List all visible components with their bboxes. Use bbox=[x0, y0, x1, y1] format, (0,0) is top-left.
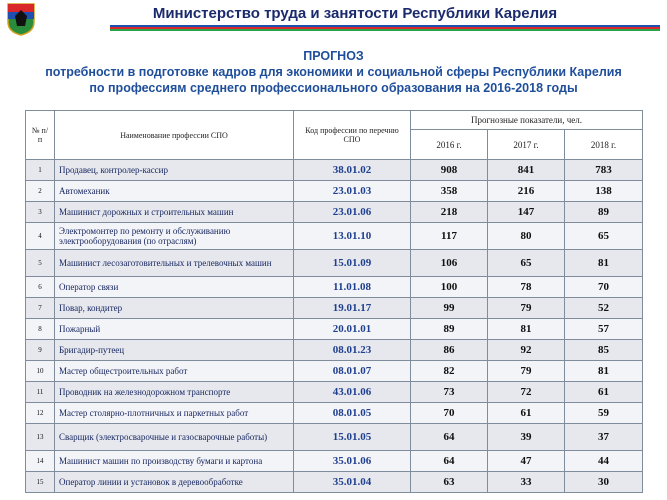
profession-name: Электромонтер по ремонту и обслуживанию электрооборудования (по отраслям) bbox=[55, 223, 294, 250]
value-2017: 65 bbox=[488, 250, 565, 277]
profession-code: 23.01.03 bbox=[294, 181, 411, 202]
profession-code: 08.01.23 bbox=[294, 340, 411, 361]
table-row bbox=[26, 250, 643, 277]
profession-code: 15.01.05 bbox=[294, 424, 411, 451]
value-2018: 61 bbox=[565, 382, 643, 403]
ministry-title: Министерство труда и занятости Республики Карелия bbox=[152, 5, 558, 22]
profession-code: 20.01.01 bbox=[294, 319, 411, 340]
row-number: 4 bbox=[26, 223, 55, 250]
value-2016: 106 bbox=[411, 250, 488, 277]
row-number: 10 bbox=[26, 361, 55, 382]
row-number: 11 bbox=[26, 382, 55, 403]
value-2016: 99 bbox=[411, 298, 488, 319]
row-number: 7 bbox=[26, 298, 55, 319]
value-2018: 30 bbox=[565, 472, 643, 493]
profession-name: Мастер столярно-плотничных и паркетных работ bbox=[55, 403, 294, 424]
karelia-coat-of-arms-icon bbox=[6, 2, 36, 36]
table-row bbox=[26, 223, 643, 250]
table-row bbox=[26, 403, 643, 424]
value-2017: 80 bbox=[488, 223, 565, 250]
row-number: 15 bbox=[26, 472, 55, 493]
header-year-2018: 2018 г. bbox=[565, 130, 643, 160]
profession-name: Автомеханик bbox=[55, 181, 294, 202]
row-number: 6 bbox=[26, 277, 55, 298]
table-row bbox=[26, 298, 643, 319]
profession-code: 15.01.09 bbox=[294, 250, 411, 277]
row-number: 5 bbox=[26, 250, 55, 277]
profession-code: 23.01.06 bbox=[294, 202, 411, 223]
value-2018: 65 bbox=[565, 223, 643, 250]
value-2017: 39 bbox=[488, 424, 565, 451]
profession-name: Машинист лесозаготовительных и трелевочных машин bbox=[55, 250, 294, 277]
value-2016: 73 bbox=[411, 382, 488, 403]
title-line-2: потребности в подготовке кадров для экономики и социальной сферы Республики Карелия bbox=[45, 65, 622, 79]
title-line-3: по профессиям среднего профессионального образования на 2016-2018 годы bbox=[89, 81, 578, 95]
header-profession-name: Наименование профессии СПО bbox=[55, 111, 294, 160]
profession-name: Машинист дорожных и строительных машин bbox=[55, 202, 294, 223]
value-2016: 63 bbox=[411, 472, 488, 493]
table-row bbox=[26, 451, 643, 472]
profession-name: Оператор линии и установок в деревообработке bbox=[55, 472, 294, 493]
profession-code: 13.01.10 bbox=[294, 223, 411, 250]
value-2018: 89 bbox=[565, 202, 643, 223]
row-number: 2 bbox=[26, 181, 55, 202]
value-2016: 64 bbox=[411, 451, 488, 472]
value-2017: 72 bbox=[488, 382, 565, 403]
row-number: 3 bbox=[26, 202, 55, 223]
row-number: 1 bbox=[26, 160, 55, 181]
value-2018: 52 bbox=[565, 298, 643, 319]
table-row bbox=[26, 181, 643, 202]
profession-code: 08.01.07 bbox=[294, 361, 411, 382]
profession-name: Мастер общестроительных работ bbox=[55, 361, 294, 382]
value-2017: 92 bbox=[488, 340, 565, 361]
value-2018: 70 bbox=[565, 277, 643, 298]
value-2016: 218 bbox=[411, 202, 488, 223]
profession-code: 35.01.04 bbox=[294, 472, 411, 493]
value-2017: 147 bbox=[488, 202, 565, 223]
header-bar bbox=[0, 0, 667, 38]
header-year-2016: 2016 г. bbox=[411, 130, 488, 160]
value-2018: 59 bbox=[565, 403, 643, 424]
profession-name: Машинист машин по производству бумаги и картона bbox=[55, 451, 294, 472]
value-2018: 57 bbox=[565, 319, 643, 340]
header-num: № п/п bbox=[26, 111, 55, 160]
row-number: 12 bbox=[26, 403, 55, 424]
row-number: 9 bbox=[26, 340, 55, 361]
row-number: 14 bbox=[26, 451, 55, 472]
value-2016: 64 bbox=[411, 424, 488, 451]
header-tricolor-divider bbox=[110, 25, 660, 31]
table-row bbox=[26, 361, 643, 382]
value-2018: 783 bbox=[565, 160, 643, 181]
value-2018: 85 bbox=[565, 340, 643, 361]
value-2017: 61 bbox=[488, 403, 565, 424]
profession-name: Пожарный bbox=[55, 319, 294, 340]
table-row bbox=[26, 382, 643, 403]
page-title bbox=[0, 48, 667, 96]
value-2016: 100 bbox=[411, 277, 488, 298]
value-2018: 81 bbox=[565, 361, 643, 382]
value-2017: 33 bbox=[488, 472, 565, 493]
profession-name: Повар, кондитер bbox=[55, 298, 294, 319]
profession-code: 11.01.08 bbox=[294, 277, 411, 298]
profession-code: 43.01.06 bbox=[294, 382, 411, 403]
table-row bbox=[26, 424, 643, 451]
header-forecast: Прогнозные показатели, чел. bbox=[411, 111, 643, 130]
table-row bbox=[26, 160, 643, 181]
value-2017: 47 bbox=[488, 451, 565, 472]
value-2016: 117 bbox=[411, 223, 488, 250]
table-row bbox=[26, 202, 643, 223]
header-year-2017: 2017 г. bbox=[488, 130, 565, 160]
value-2016: 70 bbox=[411, 403, 488, 424]
value-2017: 81 bbox=[488, 319, 565, 340]
profession-name: Сварщик (электросварочные и газосварочные работы) bbox=[55, 424, 294, 451]
value-2016: 86 bbox=[411, 340, 488, 361]
value-2017: 841 bbox=[488, 160, 565, 181]
profession-name: Оператор связи bbox=[55, 277, 294, 298]
profession-code: 38.01.02 bbox=[294, 160, 411, 181]
profession-code: 19.01.17 bbox=[294, 298, 411, 319]
value-2016: 358 bbox=[411, 181, 488, 202]
value-2017: 79 bbox=[488, 361, 565, 382]
table-row bbox=[26, 277, 643, 298]
value-2016: 82 bbox=[411, 361, 488, 382]
value-2018: 37 bbox=[565, 424, 643, 451]
value-2017: 78 bbox=[488, 277, 565, 298]
profession-name: Бригадир-путеец bbox=[55, 340, 294, 361]
value-2017: 79 bbox=[488, 298, 565, 319]
table-row bbox=[26, 340, 643, 361]
title-line-1: ПРОГНОЗ bbox=[303, 49, 364, 63]
value-2016: 89 bbox=[411, 319, 488, 340]
profession-name: Проводник на железнодорожном транспорте bbox=[55, 382, 294, 403]
row-number: 8 bbox=[26, 319, 55, 340]
profession-code: 35.01.06 bbox=[294, 451, 411, 472]
table-row bbox=[26, 319, 643, 340]
header-profession-code: Код профессии по перечню СПО bbox=[294, 111, 411, 160]
value-2017: 216 bbox=[488, 181, 565, 202]
value-2018: 44 bbox=[565, 451, 643, 472]
value-2016: 908 bbox=[411, 160, 488, 181]
profession-code: 08.01.05 bbox=[294, 403, 411, 424]
row-number: 13 bbox=[26, 424, 55, 451]
value-2018: 81 bbox=[565, 250, 643, 277]
forecast-table bbox=[25, 110, 643, 493]
value-2018: 138 bbox=[565, 181, 643, 202]
table-row bbox=[26, 472, 643, 493]
profession-name: Продавец, контролер-кассир bbox=[55, 160, 294, 181]
